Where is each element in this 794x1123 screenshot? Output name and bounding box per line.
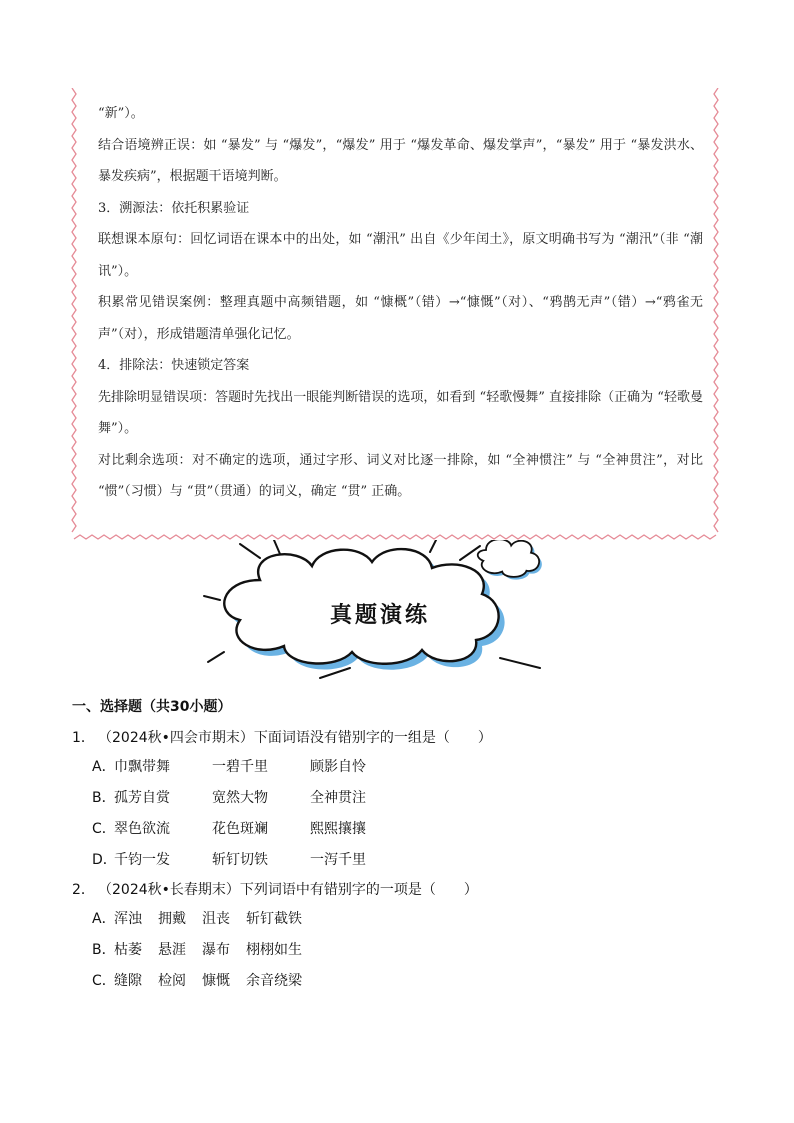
option-word: 宽然大物 <box>212 790 268 806</box>
option-d <box>92 845 732 876</box>
option-word: 翠色欲流 <box>114 821 170 837</box>
question-stem <box>72 876 732 904</box>
option-word: 斩钉切铁 <box>212 852 268 868</box>
question-number: 2． <box>72 882 95 898</box>
option-word: 巾飘带舞 <box>114 759 170 775</box>
question-text: （2024秋•四会市期末）下面词语没有错别字的一组是（ ） <box>98 730 492 746</box>
question-stem <box>72 724 732 752</box>
option-word: 检阅 <box>158 973 186 989</box>
option-a <box>92 752 732 783</box>
section-banner <box>200 540 560 680</box>
option-c <box>92 966 732 997</box>
option-letter: A． <box>92 759 116 775</box>
tips-box <box>70 88 720 543</box>
option-letter: D． <box>92 852 117 868</box>
option-word: 一泻千里 <box>310 852 366 868</box>
tips-line: 对比剩余选项：对不确定的选项，通过字形、词义对比逐一排除，如 “全神惯注” 与 “全神贯注”，对比 “惯”（习惯）与 “贯”（贯通）的词义，确定 “贯” 正确。 <box>98 452 703 499</box>
tips-line: 积累常见错误案例：整理真题中高频错题，如 “慷概”（错）→“慷慨”（对）、“鸦鹊无声”（错）→“鸦雀无声”（对），形成错题清单强化记忆。 <box>98 295 703 342</box>
option-letter: B． <box>92 790 116 806</box>
option-b <box>92 783 732 814</box>
option-word: 拥戴 <box>158 911 186 927</box>
option-letter: A． <box>92 911 116 927</box>
option-word: 熙熙攘攘 <box>310 821 366 837</box>
option-word: 余音绕梁 <box>246 973 302 989</box>
question-section <box>72 694 732 997</box>
question-1 <box>72 724 732 876</box>
tips-line: 结合语境辨正误：如 “暴发” 与 “爆发”，“爆发” 用于 “爆发革命、爆发掌声”，“暴发” 用于 “暴发洪水、暴发疾病”，根据题干语境判断。 <box>98 137 703 184</box>
option-letter: B． <box>92 942 116 958</box>
tips-line: 4．排除法：快速锁定答案 <box>98 358 250 373</box>
option-word: 顾影自怜 <box>310 759 366 775</box>
option-c <box>92 814 732 845</box>
option-letter: C． <box>92 821 116 837</box>
option-word: 花色斑斓 <box>212 821 268 837</box>
tips-line: “新”）。 <box>98 106 144 121</box>
option-word: 枯萎 <box>114 942 142 958</box>
option-word: 沮丧 <box>202 911 230 927</box>
tips-content <box>98 98 703 508</box>
tips-line: 先排除明显错误项：答题时先找出一眼能判断错误的选项，如看到 “轻歌慢舞” 直接排除（正确为 “轻歌曼舞”）。 <box>98 389 703 436</box>
option-word: 悬涯 <box>158 942 186 958</box>
option-word: 浑浊 <box>114 911 142 927</box>
question-text: （2024秋•长春期末）下列词语中有错别字的一项是（ ） <box>98 882 478 898</box>
question-number: 1． <box>72 730 95 746</box>
option-word: 一碧千里 <box>212 759 268 775</box>
option-word: 千钧一发 <box>114 852 170 868</box>
option-word: 孤芳自赏 <box>114 790 170 806</box>
option-word: 斩钉截铁 <box>246 911 302 927</box>
option-letter: C． <box>92 973 116 989</box>
question-2 <box>72 876 732 997</box>
option-a <box>92 904 732 935</box>
banner-title: 真题演练 <box>329 602 430 628</box>
section-heading: 一、选择题（共30小题） <box>72 699 232 715</box>
option-word: 瀑布 <box>202 942 230 958</box>
option-b <box>92 935 732 966</box>
tips-line: 3．溯源法：依托积累验证 <box>98 200 250 216</box>
option-word: 栩栩如生 <box>246 942 302 958</box>
option-word: 缝隙 <box>114 973 142 989</box>
tips-line: 联想课本原句：回忆词语在课本中的出处，如 “潮汛” 出自《少年闰土》，原文明确书写为 “潮汛”（非 “潮讯”）。 <box>98 232 703 279</box>
option-word: 全神贯注 <box>310 790 366 806</box>
option-word: 慷慨 <box>202 973 230 989</box>
